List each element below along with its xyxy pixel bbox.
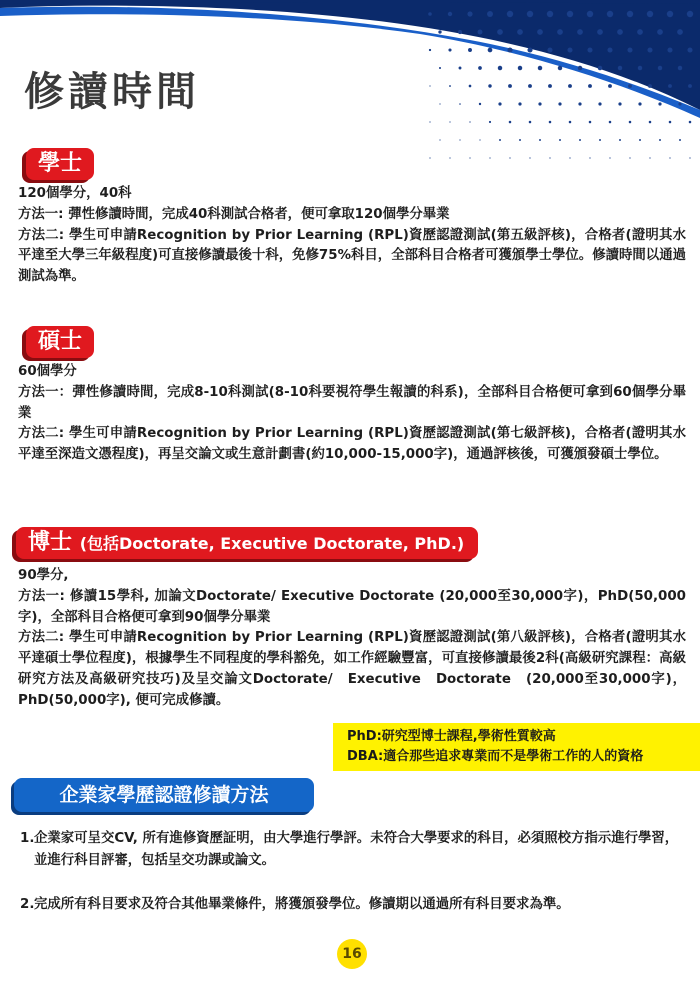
decor-dot <box>609 121 612 124</box>
doctor-tag <box>16 527 478 559</box>
decor-dot <box>458 30 462 34</box>
decor-dot <box>619 139 621 141</box>
page-number: 16 <box>337 939 367 969</box>
decor-dot <box>507 47 512 52</box>
decor-dot <box>557 29 563 35</box>
entrepreneur-tag: 企業家學歷認證修讀方法 <box>14 778 314 812</box>
decor-dot <box>527 11 533 17</box>
decor-dot <box>629 157 630 158</box>
decor-dot <box>558 66 562 70</box>
decor-dot <box>507 11 513 17</box>
master-tag: 碩士 <box>26 326 94 358</box>
list-item-text: 完成所有科目要求及符合其他畢業條件，將獲頒發學位。修讀期以通過所有科目要求為準。 <box>34 897 570 912</box>
decor-dot <box>529 157 530 158</box>
decor-dot <box>469 85 472 88</box>
decor-dot <box>679 139 681 141</box>
decor-dot <box>569 121 572 124</box>
decor-dot <box>579 139 581 141</box>
decor-dot <box>628 84 632 88</box>
decor-dot <box>439 139 440 140</box>
decor-dot <box>589 121 592 124</box>
decor-dot <box>497 29 503 35</box>
decor-dot <box>438 30 441 33</box>
decor-dot <box>689 121 692 124</box>
decor-dot <box>609 157 610 158</box>
decor-dot <box>617 29 623 35</box>
decor-dot <box>467 11 472 16</box>
decor-dot <box>658 66 662 70</box>
decor-dot <box>509 121 512 124</box>
decor-dot <box>657 29 663 35</box>
decor-dot <box>608 84 612 88</box>
decor-dot <box>459 67 462 70</box>
decor-dot <box>479 103 481 105</box>
decor-dot <box>487 11 493 17</box>
decor-dot <box>687 11 693 17</box>
decor-dot <box>599 139 601 141</box>
decor-dot <box>498 66 502 70</box>
decor-dot <box>648 84 652 88</box>
decor-dot <box>627 11 633 17</box>
decor-dot <box>429 49 431 51</box>
decor-dot <box>448 12 452 16</box>
decor-dot <box>607 47 612 52</box>
decor-dot <box>618 66 622 70</box>
decor-dot <box>508 84 512 88</box>
decor-dot <box>527 47 532 52</box>
decor-dot <box>528 84 532 88</box>
decor-dot <box>499 139 501 141</box>
decor-dot <box>597 29 603 35</box>
doctor-tag-label: 博士 <box>28 530 73 555</box>
decor-dot <box>687 47 692 52</box>
decor-dot <box>578 102 581 105</box>
decor-dot <box>517 29 523 35</box>
decor-dot <box>509 157 510 158</box>
decor-dot <box>559 139 561 141</box>
decor-dot <box>449 121 450 122</box>
decor-dot <box>537 29 543 35</box>
decor-dot <box>448 48 451 51</box>
decor-dot <box>478 66 482 70</box>
decor-dot <box>478 30 483 35</box>
decor-dot <box>649 157 650 158</box>
decor-dot <box>459 139 460 140</box>
list-item-number: 2. <box>20 897 35 912</box>
decor-dot <box>488 84 491 87</box>
decor-dot <box>678 102 681 105</box>
decor-dot <box>479 139 480 140</box>
note-phd: PhD:研究型博士課程,學術性質較高 <box>347 729 556 744</box>
decor-dot <box>439 103 440 104</box>
decor-dot <box>548 84 552 88</box>
decor-dot <box>598 102 601 105</box>
decor-dot <box>459 103 461 105</box>
decor-dot <box>589 157 590 158</box>
decor-dot <box>627 47 632 52</box>
decor-dot <box>518 66 522 70</box>
decor-dot <box>669 121 672 124</box>
bachelor-tag: 學士 <box>26 148 94 180</box>
decor-dot <box>598 66 602 70</box>
decor-dot <box>677 29 683 35</box>
decor-dot <box>547 47 552 52</box>
decor-dot <box>678 66 682 70</box>
decor-dot <box>667 11 673 17</box>
decor-dot <box>607 11 613 17</box>
decor-dot <box>587 47 592 52</box>
decor-dot <box>567 47 572 52</box>
decor-dot <box>567 11 573 17</box>
bachelor-text: 120個學分，40科 方法一: 彈性修讀時間，完成40科測試合格者，便可拿取120個學分畢業 方法二: 學生可申請Recognition by Prior Learning (RPL)資歷認證測試(第五級評核)，合格者(證明其水平達至大學三年級程度)可直接修讀最後十科，免修75%科目，全部科目合格者可獲頒學士學位。修讀時間以通過測試為準。 <box>18 186 686 285</box>
decor-dot <box>429 85 430 86</box>
decor-dot <box>549 157 550 158</box>
doctor-text: 90學分, 方法一: 修讀15學科, 加論文Doctorate/ Executive Doctorate (20,000至30,000字)，PhD(50,000字)，全部科目合格便可拿到90個學分畢業 方法二: 學生可申請Recognition by Prior Learning (RPL)資歷認證測試(第八級評核)，合格者(證明其水平達碩士學位程度)，根據學生不同程度的學科豁免，如工作經驗豐富，可直接修讀最後2科(高級研究課程：高級研究方法及高級研究技巧)及呈交論文Doctorate/ Executive Doctorate (20,000至30,000字)，PhD(50,000字), 便可完成修讀。 <box>18 568 686 708</box>
list-item-text: 企業家可呈交CV, 所有進修資歷証明，由大學進行學評。未符合大學要求的科目，必須照校方指示進行學習，並進行科目評審，包括呈交功課或論文。 <box>34 831 679 868</box>
decor-dot <box>538 66 542 70</box>
decor-dot <box>587 11 593 17</box>
decor-dot <box>577 29 583 35</box>
decor-dot <box>428 12 432 16</box>
decor-dot <box>629 121 632 124</box>
decor-dot <box>647 47 652 52</box>
list-item <box>20 828 686 872</box>
master-text: 60個學分 方法一：彈性修讀時間，完成8-10科測試(8-10科要視符學生報讀的科系)，全部科目合格便可拿到60個學分畢業 方法二: 學生可申請Recognition by Prior Learning (RPL)資歷認證測試(第七級評核)，合格者(證明其水平達至深造文憑程度)，再呈交論文或生意計劃書(約10,000-15,000字)，通過評核後，可獲頒發碩士學位。 <box>18 364 686 463</box>
decor-dot <box>489 157 490 158</box>
decor-dot <box>519 139 521 141</box>
decor-dot <box>667 47 672 52</box>
decor-dot <box>429 121 430 122</box>
decor-dot <box>568 84 572 88</box>
decor-dot <box>547 11 553 17</box>
decor-dot <box>439 67 441 69</box>
decor-dot <box>588 84 592 88</box>
degree-note <box>333 723 700 771</box>
decor-dot <box>659 139 661 141</box>
decor-dot <box>668 84 672 88</box>
decor-dot <box>489 121 491 123</box>
list-item-number: 1. <box>20 831 35 846</box>
decor-dot <box>429 157 430 158</box>
decor-dot <box>468 48 472 52</box>
decor-dot <box>469 157 470 158</box>
decor-dot <box>498 102 501 105</box>
decor-dot <box>529 121 532 124</box>
decor-dot <box>549 121 552 124</box>
decor-dot <box>638 102 641 105</box>
decor-dot <box>658 102 661 105</box>
decor-dot <box>488 48 493 53</box>
decor-dot <box>449 157 450 158</box>
decor-dot <box>539 139 541 141</box>
decor-dot <box>538 102 541 105</box>
decor-dot <box>639 139 641 141</box>
decor-dot <box>689 157 690 158</box>
list-item <box>20 894 686 916</box>
doctor-tag-sub: (包括Doctorate, Executive Doctorate, PhD.) <box>79 534 465 553</box>
decor-dot <box>578 66 582 70</box>
decor-dot <box>649 121 652 124</box>
decor-dot <box>618 102 621 105</box>
note-dba: DBA:適合那些追求專業而不是學術工作的人的資格 <box>347 749 644 764</box>
decor-dot <box>518 102 521 105</box>
decor-dot <box>669 157 670 158</box>
decor-dot <box>558 102 561 105</box>
decor-dot <box>569 157 570 158</box>
decor-dot <box>688 84 692 88</box>
page-title: 修讀時間 <box>24 69 200 115</box>
decor-dot <box>638 66 642 70</box>
decor-dot <box>647 11 653 17</box>
decor-dot <box>637 29 643 35</box>
decor-dot <box>449 85 451 87</box>
decor-dot <box>469 121 470 122</box>
